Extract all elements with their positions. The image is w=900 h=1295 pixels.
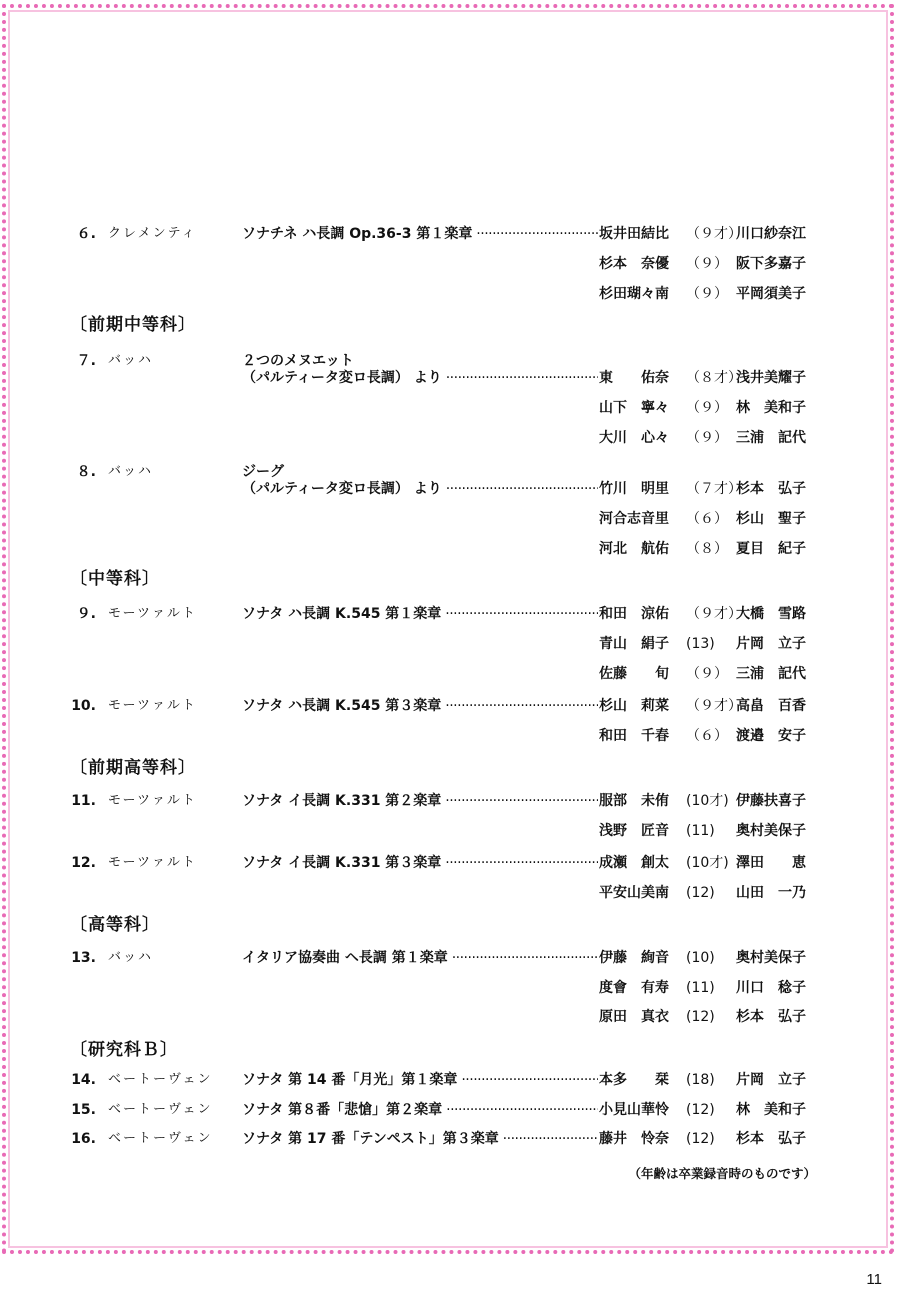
teacher-name: 三浦 記代 xyxy=(736,666,806,682)
student-name: 河北 航佑 xyxy=(599,541,669,557)
section-heading: 〔前期高等科〕 xyxy=(70,758,196,778)
student-name: 藤井 怜奈 xyxy=(599,1131,669,1147)
student-name: 杉田瑚々南 xyxy=(599,286,669,302)
student-age: (11) xyxy=(686,823,715,839)
teacher-name: 山田 一乃 xyxy=(736,885,806,901)
student-age: （９） xyxy=(686,400,728,416)
teacher-name: 平岡須美子 xyxy=(736,286,806,302)
program-row xyxy=(0,364,900,392)
item-number: ７. xyxy=(76,353,96,369)
student-age: （６） xyxy=(686,728,728,744)
student-age: (18) xyxy=(686,1072,715,1088)
student-name: 伊藤 絢音 xyxy=(599,950,669,966)
program-row xyxy=(0,1096,900,1124)
composer: バッハ xyxy=(108,353,154,368)
teacher-name: 大橋 雪路 xyxy=(736,606,806,622)
student-age: (10才) xyxy=(686,793,729,809)
student-age: （９） xyxy=(686,256,728,272)
piece-title: ジーグ xyxy=(242,464,284,480)
piece-subtitle: （パルティータ変ロ長調） より ····· xyxy=(242,475,598,503)
composer: ベートーヴェン xyxy=(108,1131,213,1146)
student-age: （６） xyxy=(686,511,728,527)
composer: クレメンティ xyxy=(108,226,197,241)
student-age: （８） xyxy=(686,541,728,557)
student-age: (12) xyxy=(686,1131,715,1147)
item-number: ８. xyxy=(76,464,96,480)
student-name: 河合志音里 xyxy=(599,511,669,527)
student-age: (12) xyxy=(686,1009,715,1025)
student-age: (12) xyxy=(686,885,715,901)
composer: モーツァルト xyxy=(108,606,197,621)
section-heading: 〔前期中等科〕 xyxy=(70,315,196,335)
item-number: 16. xyxy=(71,1131,96,1147)
teacher-name: 高畠 百香 xyxy=(736,698,806,714)
student-age: （９才） xyxy=(686,698,742,714)
page-number: 11 xyxy=(866,1271,882,1288)
section-heading: 〔研究科Ｂ〕 xyxy=(70,1040,178,1060)
composer: モーツァルト xyxy=(108,793,197,808)
student-age: （９） xyxy=(686,430,728,446)
teacher-name: 渡邉 安子 xyxy=(736,728,806,744)
teacher-name: 杉本 弘子 xyxy=(736,481,806,497)
piece-title: ソナチネ ハ長調 Op.36-3 第１楽章 ····· xyxy=(242,220,598,248)
item-number: 10. xyxy=(71,698,96,714)
teacher-name: 伊藤扶喜子 xyxy=(736,793,806,809)
piece-title: ソナタ 第 14 番「月光」第１楽章 ····· xyxy=(242,1066,598,1094)
item-number: 13. xyxy=(71,950,96,966)
piece-title: ソナタ ハ長調 K.545 第１楽章 ····· xyxy=(242,600,598,628)
teacher-name: 片岡 立子 xyxy=(736,1072,806,1088)
program-row xyxy=(0,1125,900,1153)
teacher-name: 阪下多嘉子 xyxy=(736,256,806,272)
composer: バッハ xyxy=(108,950,154,965)
program-row xyxy=(0,505,900,533)
program-row xyxy=(0,475,900,503)
student-name: 浅野 匠音 xyxy=(599,823,669,839)
item-number: 11. xyxy=(71,793,96,809)
section-heading: 〔高等科〕 xyxy=(70,915,160,935)
teacher-name: 夏目 紀子 xyxy=(736,541,806,557)
item-number: 14. xyxy=(71,1072,96,1088)
student-name: 服部 未侑 xyxy=(599,793,669,809)
teacher-name: 川口 稔子 xyxy=(736,980,806,996)
program-row xyxy=(0,722,900,750)
program-row xyxy=(0,974,900,1002)
student-age: (10) xyxy=(686,950,715,966)
program-row xyxy=(0,630,900,658)
program-row xyxy=(0,1003,900,1031)
student-name: 坂井田結比 xyxy=(599,226,669,242)
student-age: (13) xyxy=(686,636,715,652)
program-row xyxy=(0,535,900,563)
piece-subtitle: （パルティータ変ロ長調） より ····· xyxy=(242,364,598,392)
piece-title: ソナタ 第 17 番「テンペスト」第３楽章 ····· xyxy=(242,1125,598,1153)
program-row xyxy=(0,1066,900,1094)
student-age: （９） xyxy=(686,286,728,302)
student-age: (10才) xyxy=(686,855,729,871)
teacher-name: 杉本 弘子 xyxy=(736,1009,806,1025)
program-row xyxy=(0,424,900,452)
student-name: 杉山 莉菜 xyxy=(599,698,669,714)
teacher-name: 林 美和子 xyxy=(736,1102,806,1118)
student-name: 度會 有寿 xyxy=(599,980,669,996)
student-age: (12) xyxy=(686,1102,715,1118)
composer: モーツァルト xyxy=(108,698,197,713)
program-row xyxy=(0,692,900,720)
student-name: 東 佑奈 xyxy=(599,370,669,386)
student-name: 本多 栞 xyxy=(599,1072,669,1088)
student-name: 青山 絹子 xyxy=(599,636,669,652)
composer: ベートーヴェン xyxy=(108,1072,213,1087)
program-row xyxy=(0,280,900,308)
item-number: ６. xyxy=(76,226,96,242)
teacher-name: 奥村美保子 xyxy=(736,823,806,839)
student-name: 平安山美南 xyxy=(599,885,669,901)
teacher-name: 片岡 立子 xyxy=(736,636,806,652)
program-row xyxy=(0,879,900,907)
student-age: （９） xyxy=(686,666,728,682)
piece-title: ソナタ イ長調 K.331 第３楽章 ····· xyxy=(242,849,598,877)
section-heading: 〔中等科〕 xyxy=(70,569,160,589)
student-name: 竹川 明里 xyxy=(599,481,669,497)
piece-title: イタリア協奏曲 ヘ長調 第１楽章 ····· xyxy=(242,944,598,972)
student-name: 和田 涼佑 xyxy=(599,606,669,622)
teacher-name: 杉山 聖子 xyxy=(736,511,806,527)
item-number: ９. xyxy=(76,606,96,622)
age-note: （年齢は卒業録音時のものです） xyxy=(628,1166,816,1181)
student-name: 和田 千春 xyxy=(599,728,669,744)
student-age: （９才） xyxy=(686,606,742,622)
student-name: 大川 心々 xyxy=(599,430,669,446)
student-name: 杉本 奈優 xyxy=(599,256,669,272)
student-name: 原田 真衣 xyxy=(599,1009,669,1025)
student-name: 成瀬 創太 xyxy=(599,855,669,871)
teacher-name: 奥村美保子 xyxy=(736,950,806,966)
student-name: 山下 寧々 xyxy=(599,400,669,416)
program-row xyxy=(0,817,900,845)
teacher-name: 川口紗奈江 xyxy=(736,226,806,242)
student-age: （８才） xyxy=(686,370,742,386)
program-row xyxy=(0,849,900,877)
program-row xyxy=(0,220,900,248)
student-name: 佐藤 旬 xyxy=(599,666,669,682)
program-row xyxy=(0,944,900,972)
composer: バッハ xyxy=(108,464,154,479)
piece-title: ソナタ 第８番「悲愴」第２楽章 ····· xyxy=(242,1096,598,1124)
program-row xyxy=(0,787,900,815)
item-number: 12. xyxy=(71,855,96,871)
program-row xyxy=(0,250,900,278)
program-row xyxy=(0,660,900,688)
program-row xyxy=(0,394,900,422)
program-row xyxy=(0,600,900,628)
composer: ベートーヴェン xyxy=(108,1102,213,1117)
teacher-name: 浅井美耀子 xyxy=(736,370,806,386)
item-number: 15. xyxy=(71,1102,96,1118)
piece-title: ２つのメヌエット xyxy=(242,353,354,369)
piece-title: ソナタ ハ長調 K.545 第３楽章 ····· xyxy=(242,692,598,720)
teacher-name: 澤田 恵 xyxy=(736,855,806,871)
piece-title: ソナタ イ長調 K.331 第２楽章 ····· xyxy=(242,787,598,815)
teacher-name: 三浦 記代 xyxy=(736,430,806,446)
student-age: (11) xyxy=(686,980,715,996)
student-age: （７才） xyxy=(686,481,742,497)
teacher-name: 林 美和子 xyxy=(736,400,806,416)
teacher-name: 杉本 弘子 xyxy=(736,1131,806,1147)
composer: モーツァルト xyxy=(108,855,197,870)
student-name: 小見山華怜 xyxy=(599,1102,669,1118)
student-age: （９才） xyxy=(686,226,742,242)
